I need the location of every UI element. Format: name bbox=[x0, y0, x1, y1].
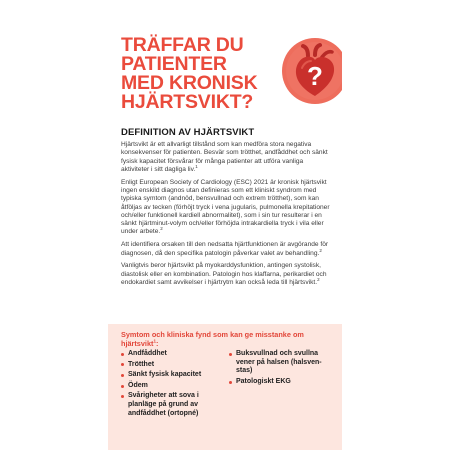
headline bbox=[121, 36, 281, 112]
reference-marker: 1 bbox=[153, 338, 156, 344]
bullet-icon bbox=[229, 353, 232, 356]
bullet-icon bbox=[121, 353, 124, 356]
definition-paragraph-4: Vanligtvis beror hjärtsvikt på myokarddysfunktion, antingen systolisk, diastolisk eller en kombination. Patologin hos klaffarna, perikardiet och endokardiet samt avvikelser i hjärtrytm kan också leda till hjärtsvikt.$^2$ bbox=[121, 262, 327, 286]
headline-line-4: HJÄRTSVIKT? bbox=[121, 91, 254, 113]
bullet-icon bbox=[229, 381, 232, 384]
symptom-item: Buksvullnad och svullna vener på halsen (halsven-stas) bbox=[229, 350, 333, 376]
headline-line-1: TRÄFFAR DU bbox=[121, 34, 244, 56]
symptom-item: Trötthet bbox=[121, 361, 221, 370]
symptoms-callout bbox=[108, 324, 342, 450]
symptoms-title: Symtom och kliniska fynd som kan ge misstanke om hjärtsvikt$^1$: bbox=[121, 330, 304, 348]
headline-line-3: MED KRONISK bbox=[121, 72, 258, 94]
definition-paragraph-1: Hjärtsvikt är ett allvarligt tillstånd som kan medföra stora negativa konsekvenser för patienten. Besvär som trötthet, andfåddhet och sänkt fysisk kapacitet försvårar för många patienter att utföra vanliga aktiviteter i sitt dagliga liv.$^1$ bbox=[121, 141, 328, 173]
bullet-icon bbox=[121, 374, 124, 377]
bullet-icon bbox=[121, 363, 124, 366]
symptom-item: Svårigheter att sova i planläge på grund av andfåddhet (ortopné) bbox=[121, 392, 221, 418]
symptoms-list-left bbox=[121, 350, 221, 420]
symptom-item: Patologiskt EKG bbox=[229, 378, 333, 387]
bullet-icon bbox=[121, 385, 124, 388]
symptom-item: Andfåddhet bbox=[121, 350, 221, 359]
symptoms-list-right bbox=[229, 350, 333, 388]
reference-marker: 2 bbox=[160, 226, 163, 232]
reference-marker: 2 bbox=[319, 247, 322, 253]
definition-paragraph-3: Att identifiera orsaken till den nedsatta hjärtfunktionen är avgörande för diagnosen, då den specifika patologin påverkar valet av behandling.$^2$ bbox=[121, 241, 329, 257]
bullet-icon bbox=[121, 395, 124, 398]
brochure-page bbox=[108, 0, 342, 450]
reference-marker: 1 bbox=[195, 163, 198, 169]
definition-body bbox=[121, 141, 333, 292]
heart-question-icon bbox=[282, 38, 342, 104]
definition-paragraph-2: Enligt European Society of Cardiology (ESC) 2021 är kronisk hjärtsvikt ingen enskild diagnos utan definieras som ett kliniskt syndrom med typiska symtom (andnöd, bensvullnad och extrem trötthet), som kan åtföljas av tecken (förhöjt tryck i vena jugularis, pulmonella krepitationer och/eller funktionell kardiell abnormalitet), som i sin tur resulterar i en sänkt hjärtminut-volym och/eller förhöjda intrakardiella tryck i vila eller under arbete.$^2$ bbox=[121, 178, 330, 236]
reference-marker: 2 bbox=[317, 276, 320, 282]
headline-line-2: PATIENTER bbox=[121, 53, 227, 75]
definition-title: DEFINITION AV HJÄRTSVIKT bbox=[121, 127, 255, 138]
symptom-item: Sänkt fysisk kapacitet bbox=[121, 371, 221, 380]
symptom-item: Ödem bbox=[121, 382, 221, 391]
question-mark: ? bbox=[307, 61, 323, 91]
